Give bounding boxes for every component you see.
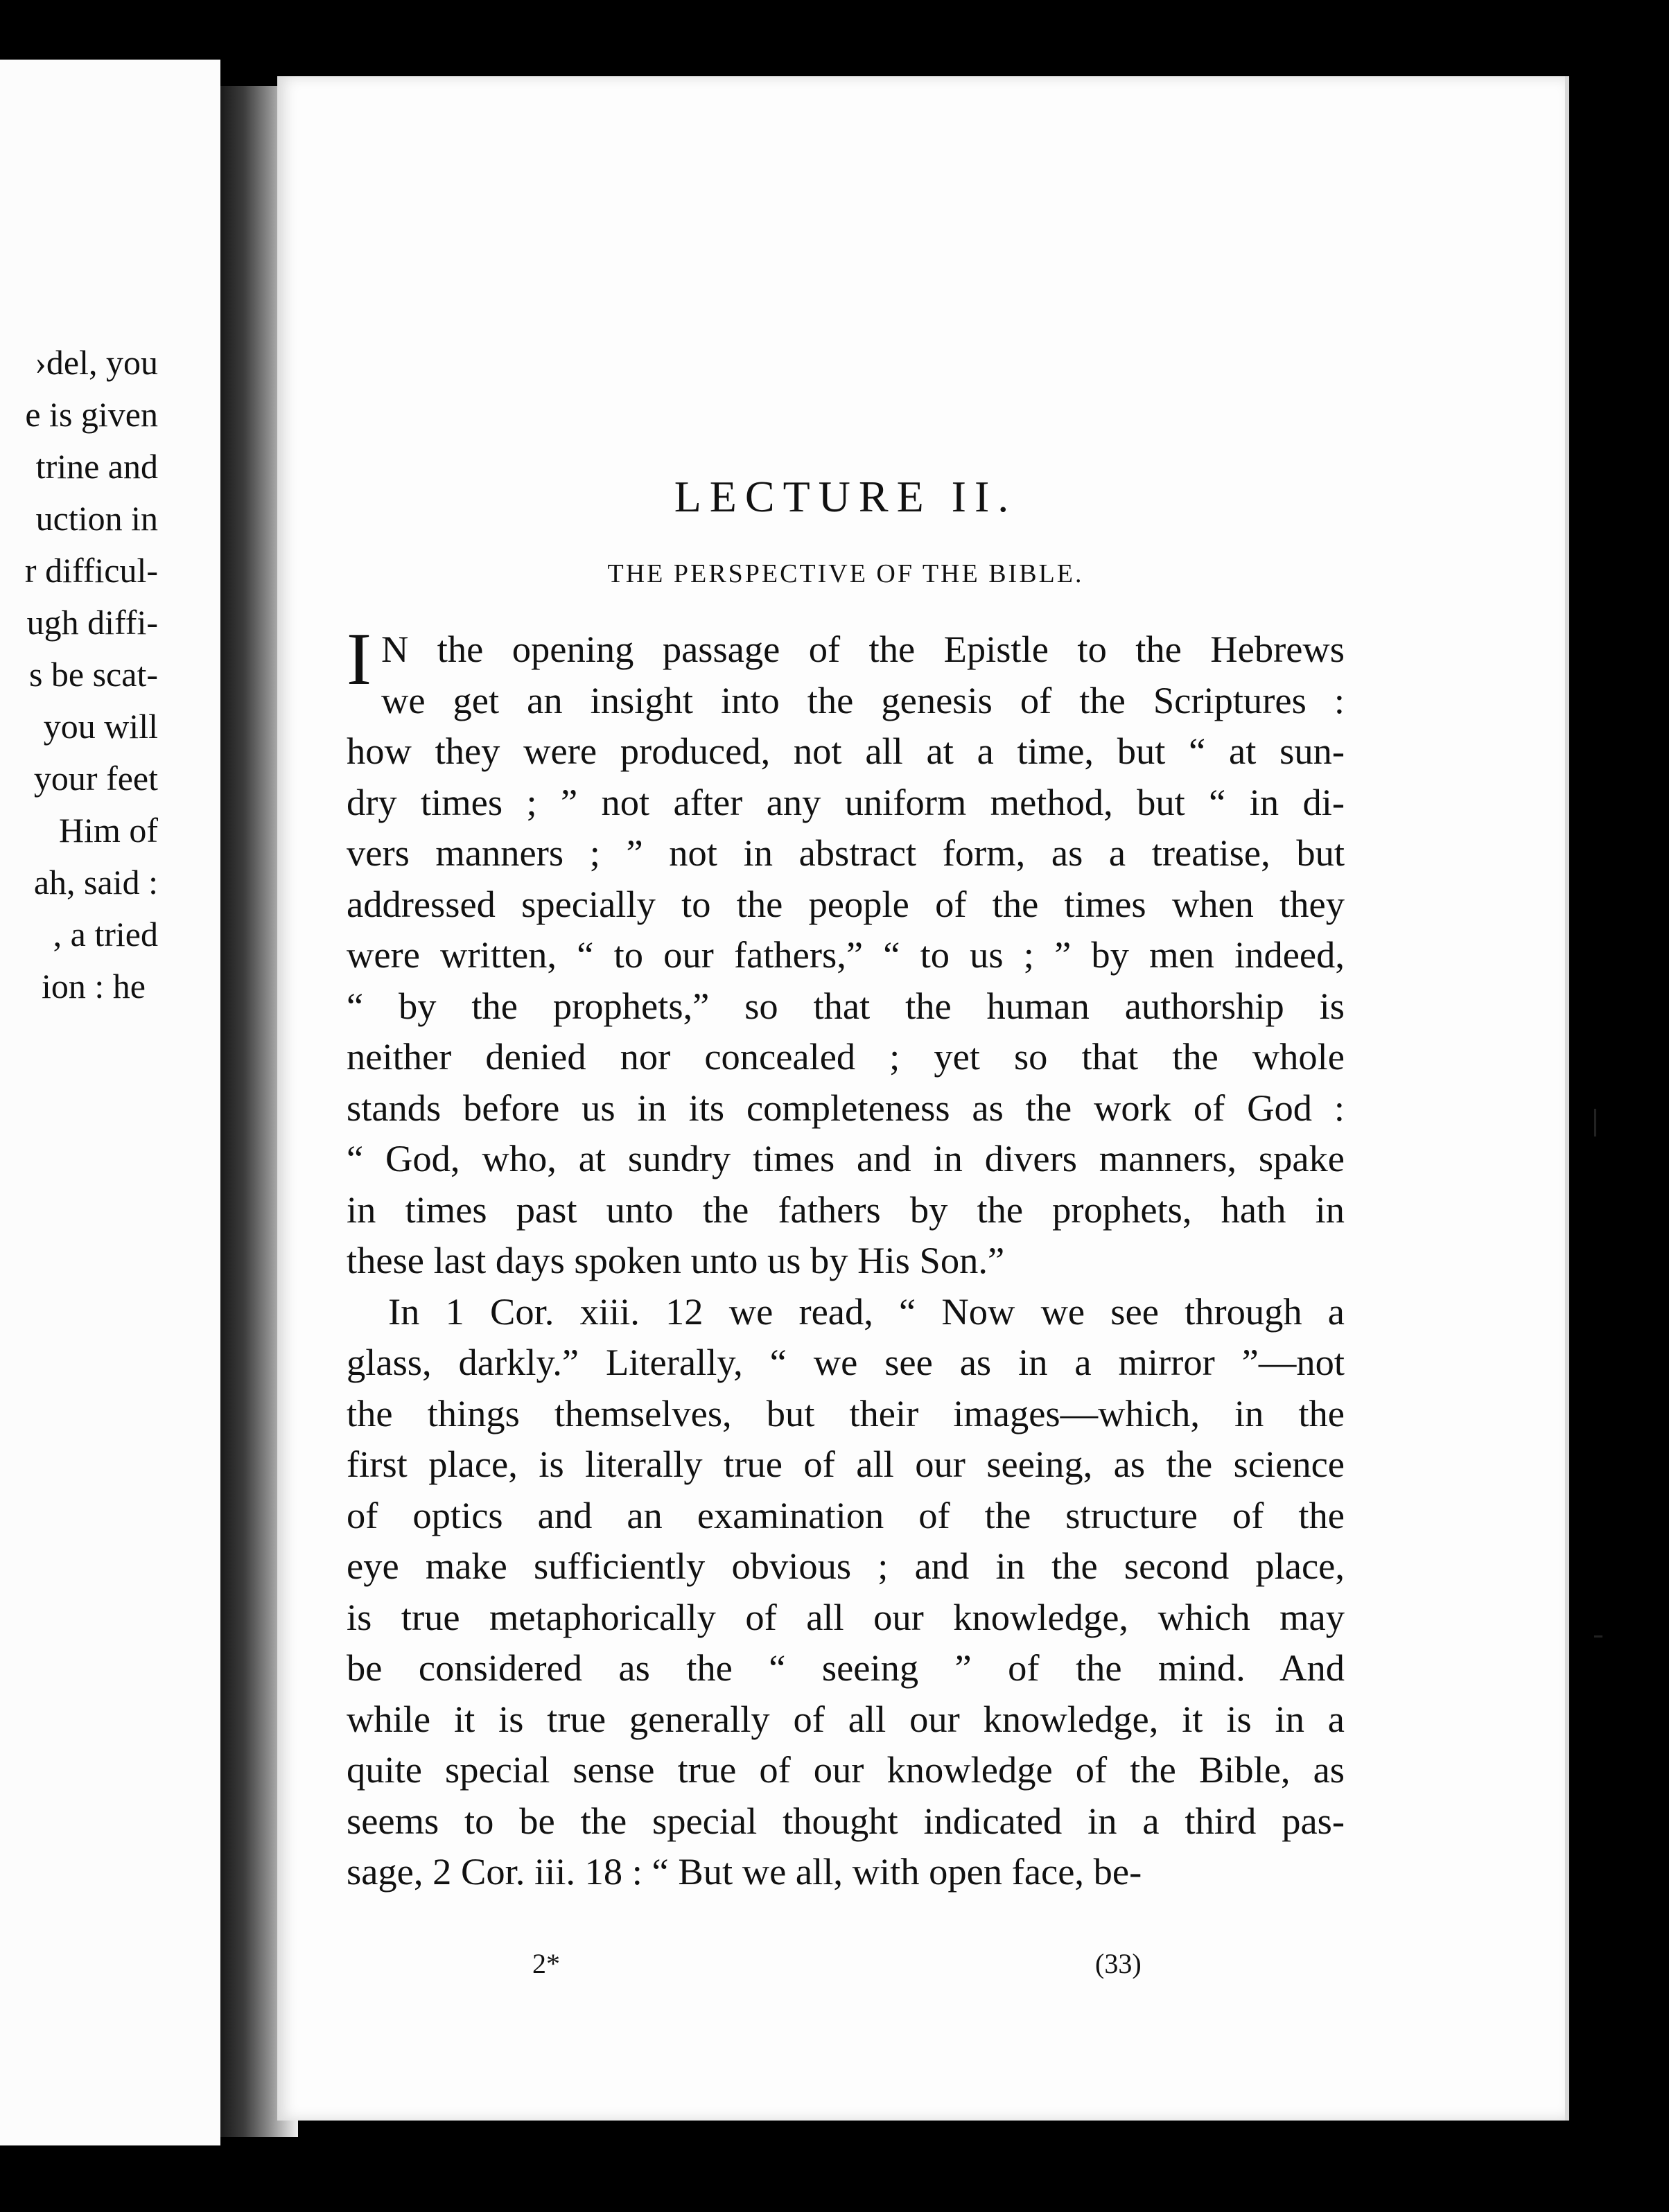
text-line: is true metaphorically of all our knowledge, which may [347, 1595, 1345, 1638]
text-line: “ by the prophets,” so that the human authorship is [347, 984, 1345, 1027]
text-line: were written, “ to our fathers,” “ to us ; ” by men indeed, [347, 933, 1345, 976]
previous-page-line: ah, said : [33, 863, 158, 902]
previous-page-line: , a tried [53, 915, 158, 954]
chapter-subtitle: THE PERSPECTIVE OF THE BIBLE. [607, 559, 1084, 588]
text-line: vers manners ; ” not in abstract form, as a treatise, but [347, 832, 1345, 874]
text-line: In 1 Cor. xiii. 12 we read, “ Now we see through a [388, 1290, 1345, 1333]
previous-page-line: ugh diffi- [26, 603, 158, 642]
text-line: the things themselves, but their images—which, in the [347, 1392, 1345, 1434]
previous-page-line: s be scat- [28, 655, 158, 694]
text-line: we get an insight into the genesis of the Scriptures : [381, 678, 1345, 721]
drop-cap: I [347, 618, 372, 701]
previous-page-line: ion : he [42, 967, 146, 1006]
previous-page-line: trine and [35, 447, 158, 486]
page-footer [347, 1947, 1345, 1989]
previous-page-line: your feet [33, 759, 158, 798]
page-edge [1565, 76, 1569, 2121]
text-line: be considered as the “ seeing ” of the mind. And [347, 1647, 1345, 1689]
page-number: (33) [1095, 1948, 1142, 1979]
text-line: sage, 2 Cor. iii. 18 : “ But we all, with open face, be- [347, 1850, 1142, 1893]
paragraph-1 [347, 618, 1345, 1286]
text-line: seems to be the special thought indicated in a third pas- [347, 1799, 1345, 1842]
scan-speck [1594, 1635, 1602, 1638]
text-line: eye make sufficiently obvious ; and in the second place, [347, 1545, 1345, 1587]
text-line: while it is true generally of all our knowledge, it is in a [347, 1697, 1345, 1740]
text-line: neither denied nor concealed ; yet so that the whole [347, 1035, 1345, 1078]
text-line: in times past unto the fathers by the prophets, hath in [347, 1188, 1345, 1231]
previous-page-line: ›del, you [35, 343, 158, 382]
page-content [347, 471, 1345, 1897]
text-line: stands before us in its completeness as the work of God : [347, 1086, 1345, 1129]
previous-page-line: you will [43, 707, 158, 746]
previous-page-text [25, 337, 158, 1012]
previous-page-line: r difficul- [24, 551, 158, 590]
text-line: these last days spoken unto us by His Son.” [347, 1239, 1005, 1281]
paragraph-2 [347, 1286, 1345, 1897]
text-line: “ God, who, at sundry times and in divers manners, spake [347, 1137, 1345, 1179]
previous-page-line: e is given [25, 395, 158, 434]
text-line: dry times ; ” not after any uniform method, but “ in di- [347, 780, 1345, 823]
previous-page [0, 60, 220, 2145]
text-line: quite special sense true of our knowledge of the Bible, as [347, 1748, 1345, 1791]
text-line: addressed specially to the people of the times when they [347, 882, 1345, 925]
text-line: of optics and an examination of the structure of the [347, 1493, 1345, 1536]
text-line: first place, is literally true of all our seeing, as the science [347, 1443, 1345, 1485]
previous-page-line: Him of [58, 811, 158, 850]
signature-mark: 2* [532, 1948, 560, 1979]
previous-page-line: uction in [35, 499, 158, 538]
scan-speck [1594, 1109, 1596, 1136]
text-line: N the opening passage of the Epistle to the Hebrews [381, 628, 1345, 670]
text-line: how they were produced, not all at a time, but “ at sun- [347, 730, 1345, 772]
lecture-heading: LECTURE II. [674, 472, 1017, 521]
text-line: glass, darkly.” Literally, “ we see as in a mirror ”—not [347, 1341, 1345, 1383]
